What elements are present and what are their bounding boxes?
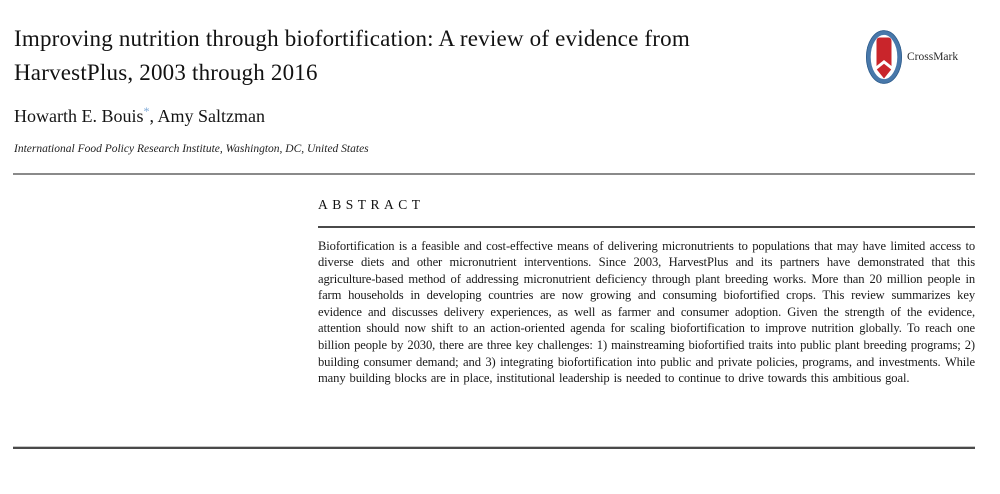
crossmark-badge[interactable] bbox=[866, 29, 978, 85]
abstract-text: Biofortification is a feasible and cost-effective means of delivering micronutrients to populations that may have limited access to diverse diets and other micronutrient interventions. Since 2003, HarvestPlus and its partners have demonstrated that this agriculture-based method of addressing micronutrient deficiency through plant breeding works. More than 20 million people in farm households in developing countries are now growing and consuming biofortified crops. This review summarizes key evidence and discusses delivery experiences, as well as farmer and consumer adoption. Given the strength of the evidence, attention should now shift to an action-oriented agenda for scaling biofortification to improve nutrition globally. To reach one billion people by 2030, there are three key challenges: 1) mainstreaming biofortified traits into public plant breeding programs; 2) building consumer demand; and 3) integrating biofortification into public and private policies, programs, and investments. While many building blocks are in place, institutional leadership is needed to continue to drive towards this ambitious goal. bbox=[318, 238, 975, 386]
affiliation-line: International Food Policy Research Institute, Washington, DC, United States bbox=[14, 143, 369, 155]
article-title-line2: HarvestPlus, 2003 through 2016 bbox=[14, 60, 318, 85]
article-title-line1: Improving nutrition through biofortification: A review of evidence from bbox=[14, 26, 690, 51]
header-divider-rule bbox=[13, 173, 975, 175]
article-title bbox=[14, 22, 690, 90]
crossmark-logo-icon bbox=[866, 30, 902, 84]
abstract-section bbox=[318, 197, 975, 387]
corresponding-author-asterisk[interactable]: * bbox=[143, 104, 150, 118]
bottom-divider-rule bbox=[13, 446, 975, 449]
crossmark-label: CrossMark bbox=[907, 51, 959, 63]
abstract-heading: ABSTRACT bbox=[318, 197, 425, 212]
author-name-saltzman: Amy Saltzman bbox=[157, 106, 265, 126]
author-line bbox=[14, 104, 265, 128]
author-separator: , bbox=[149, 106, 158, 126]
author-name-bouis: Howarth E. Bouis bbox=[14, 106, 144, 126]
abstract-divider-rule bbox=[318, 226, 975, 228]
